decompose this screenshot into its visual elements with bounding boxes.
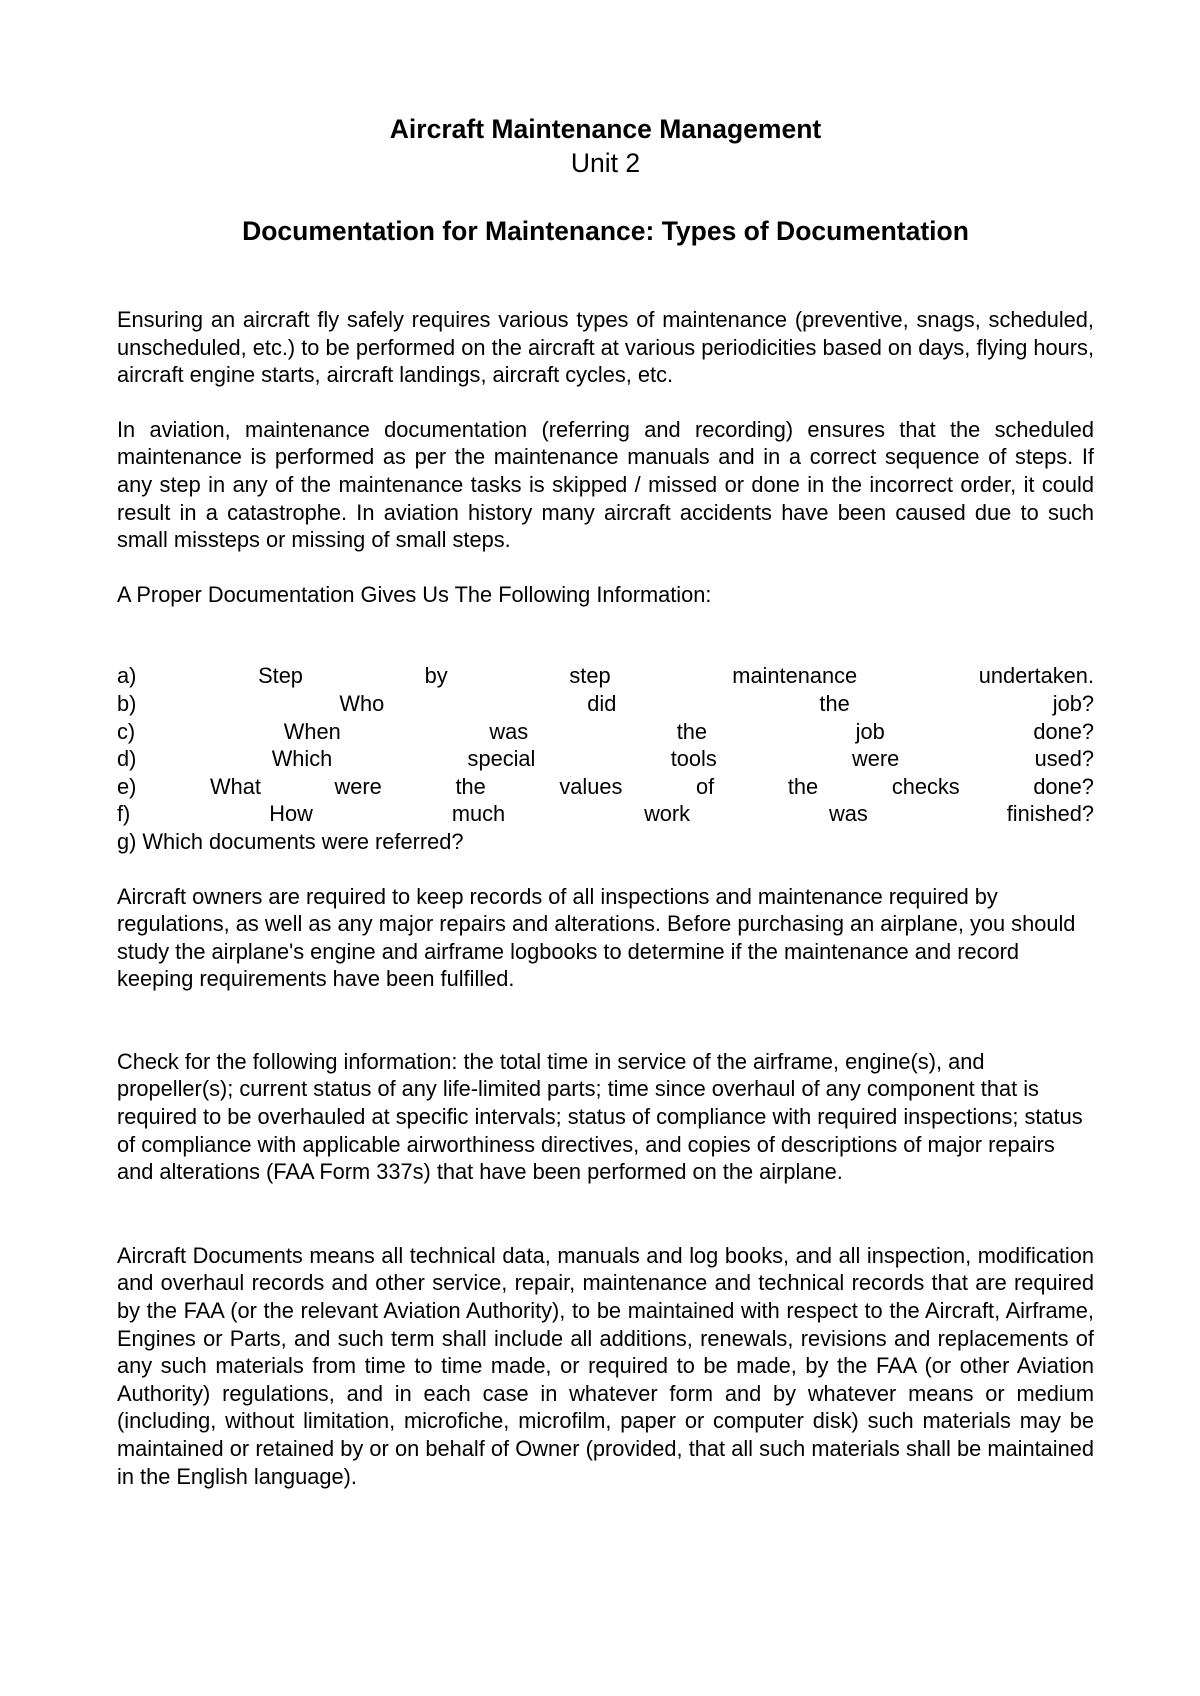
list-item-word: the	[819, 690, 850, 716]
list-item-word: finished?	[1006, 801, 1094, 827]
list-item-word: special	[467, 746, 536, 772]
check-paragraph: Check for the following information: the total time in service of the airframe, engine(s), and propeller(s); current status of any life-limited parts; time since overhaul of any component that is required to be overhauled at specific intervals; status of compliance with required inspections; status of compliance with applicable airworthiness directives, and copies of descriptions of major repairs and alterations (FAA Form 337s) that have been performed on the airplane.	[117, 1048, 1083, 1185]
list-item	[117, 690, 1094, 718]
page-subtitle: Unit 2	[570, 148, 641, 178]
list-item	[117, 773, 1094, 801]
list-item-word: done?	[1033, 718, 1094, 744]
list-item-word: undertaken.	[978, 663, 1094, 689]
list-item-word: values	[559, 773, 623, 799]
list-item-word: When	[283, 718, 341, 744]
section-title: Documentation for Maintenance: Types of Documentation	[242, 216, 969, 246]
list-item-word: was	[489, 718, 529, 744]
list-item-word: job?	[1052, 690, 1094, 716]
list-item-word: much	[451, 801, 506, 827]
owners-paragraph: Aircraft owners are required to keep records of all inspections and maintenance required by regulations, as well as any major repairs and alterations. Before purchasing an airplane, you should study the airplane's engine and airframe logbooks to determine if the maintenance and record keeping requirements have been fulfilled.	[117, 883, 1076, 992]
list-item-word: Step	[258, 663, 303, 689]
list-item-word: the	[787, 773, 819, 799]
list-item-word: the	[676, 718, 708, 744]
list-item-marker: e)	[117, 773, 137, 799]
intro-paragraph: Ensuring an aircraft fly safely requires various types of maintenance (preventive, snags, scheduled, unscheduled, etc.) to be performed on the aircraft at various periodicities based on days, flying hours, aircraft engine starts, aircraft landings, aircraft cycles, etc.	[117, 307, 1094, 388]
list-item-word: How	[269, 801, 313, 827]
list-item-marker: b)	[117, 690, 137, 716]
list-item	[117, 745, 1094, 773]
list-item-marker: c)	[117, 718, 136, 744]
list-item-marker: d)	[117, 746, 137, 772]
list-item-word: maintenance	[732, 663, 858, 689]
list-item-word: were	[852, 746, 900, 772]
list-item	[117, 800, 1094, 828]
information-list	[117, 662, 1094, 855]
list-item-word: used?	[1034, 746, 1094, 772]
page-title: Aircraft Maintenance Management	[389, 114, 822, 144]
list-item-word: was	[829, 801, 868, 827]
list-item-marker: f)	[117, 801, 131, 827]
list-item-word: g) Which documents were referred?	[117, 828, 464, 854]
list-item-word: step	[569, 663, 611, 689]
list-item-word: What	[210, 773, 261, 799]
list-item-word: work	[644, 801, 691, 827]
list-item	[117, 662, 1094, 690]
list-item	[117, 718, 1094, 746]
list-item-word: done?	[1033, 773, 1094, 799]
list-heading: A Proper Documentation Gives Us The Following Information:	[117, 581, 712, 607]
list-item-word: by	[424, 663, 448, 689]
list-item-word: checks	[891, 773, 960, 799]
aviation-paragraph: In aviation, maintenance documentation (referring and recording) ensures that the scheduled maintenance is performed as per the maintenance manuals and in a correct sequence of steps. If any step in any of the maintenance tasks is skipped / missed or done in the incorrect order, it could result in a catastrophe. In aviation history many aircraft accidents have been caused due to such small missteps or missing of small steps.	[117, 416, 1094, 553]
documents-paragraph: Aircraft Documents means all technical data, manuals and log books, and all inspection, modification and overhaul records and other service, repair, maintenance and technical records that are required by the FAA (or the relevant Aviation Authority), to be maintained with respect to the Aircraft, Airframe, Engines or Parts, and such term shall include all additions, renewals, revisions and replacements of any such materials from time to time made, or required to be made, by the FAA (or other Aviation Authority) regulations, and in each case in whatever form and by whatever means or medium (including, without limitation, microfiche, microfilm, paper or computer disk) such materials may be maintained or retained by or on behalf of Owner (provided, that all such materials shall be maintained in the English language).	[117, 1242, 1094, 1489]
list-item-word: Who	[339, 690, 385, 716]
list-item-word: tools	[670, 746, 717, 772]
list-item-word: the	[455, 773, 486, 799]
list-item-word: did	[587, 690, 617, 716]
list-item	[117, 828, 1094, 856]
list-item-marker: a)	[117, 663, 137, 689]
list-item-word: Which	[271, 746, 333, 772]
list-item-word: were	[334, 773, 382, 799]
list-item-word: job	[855, 718, 885, 744]
list-item-word: of	[696, 773, 715, 799]
